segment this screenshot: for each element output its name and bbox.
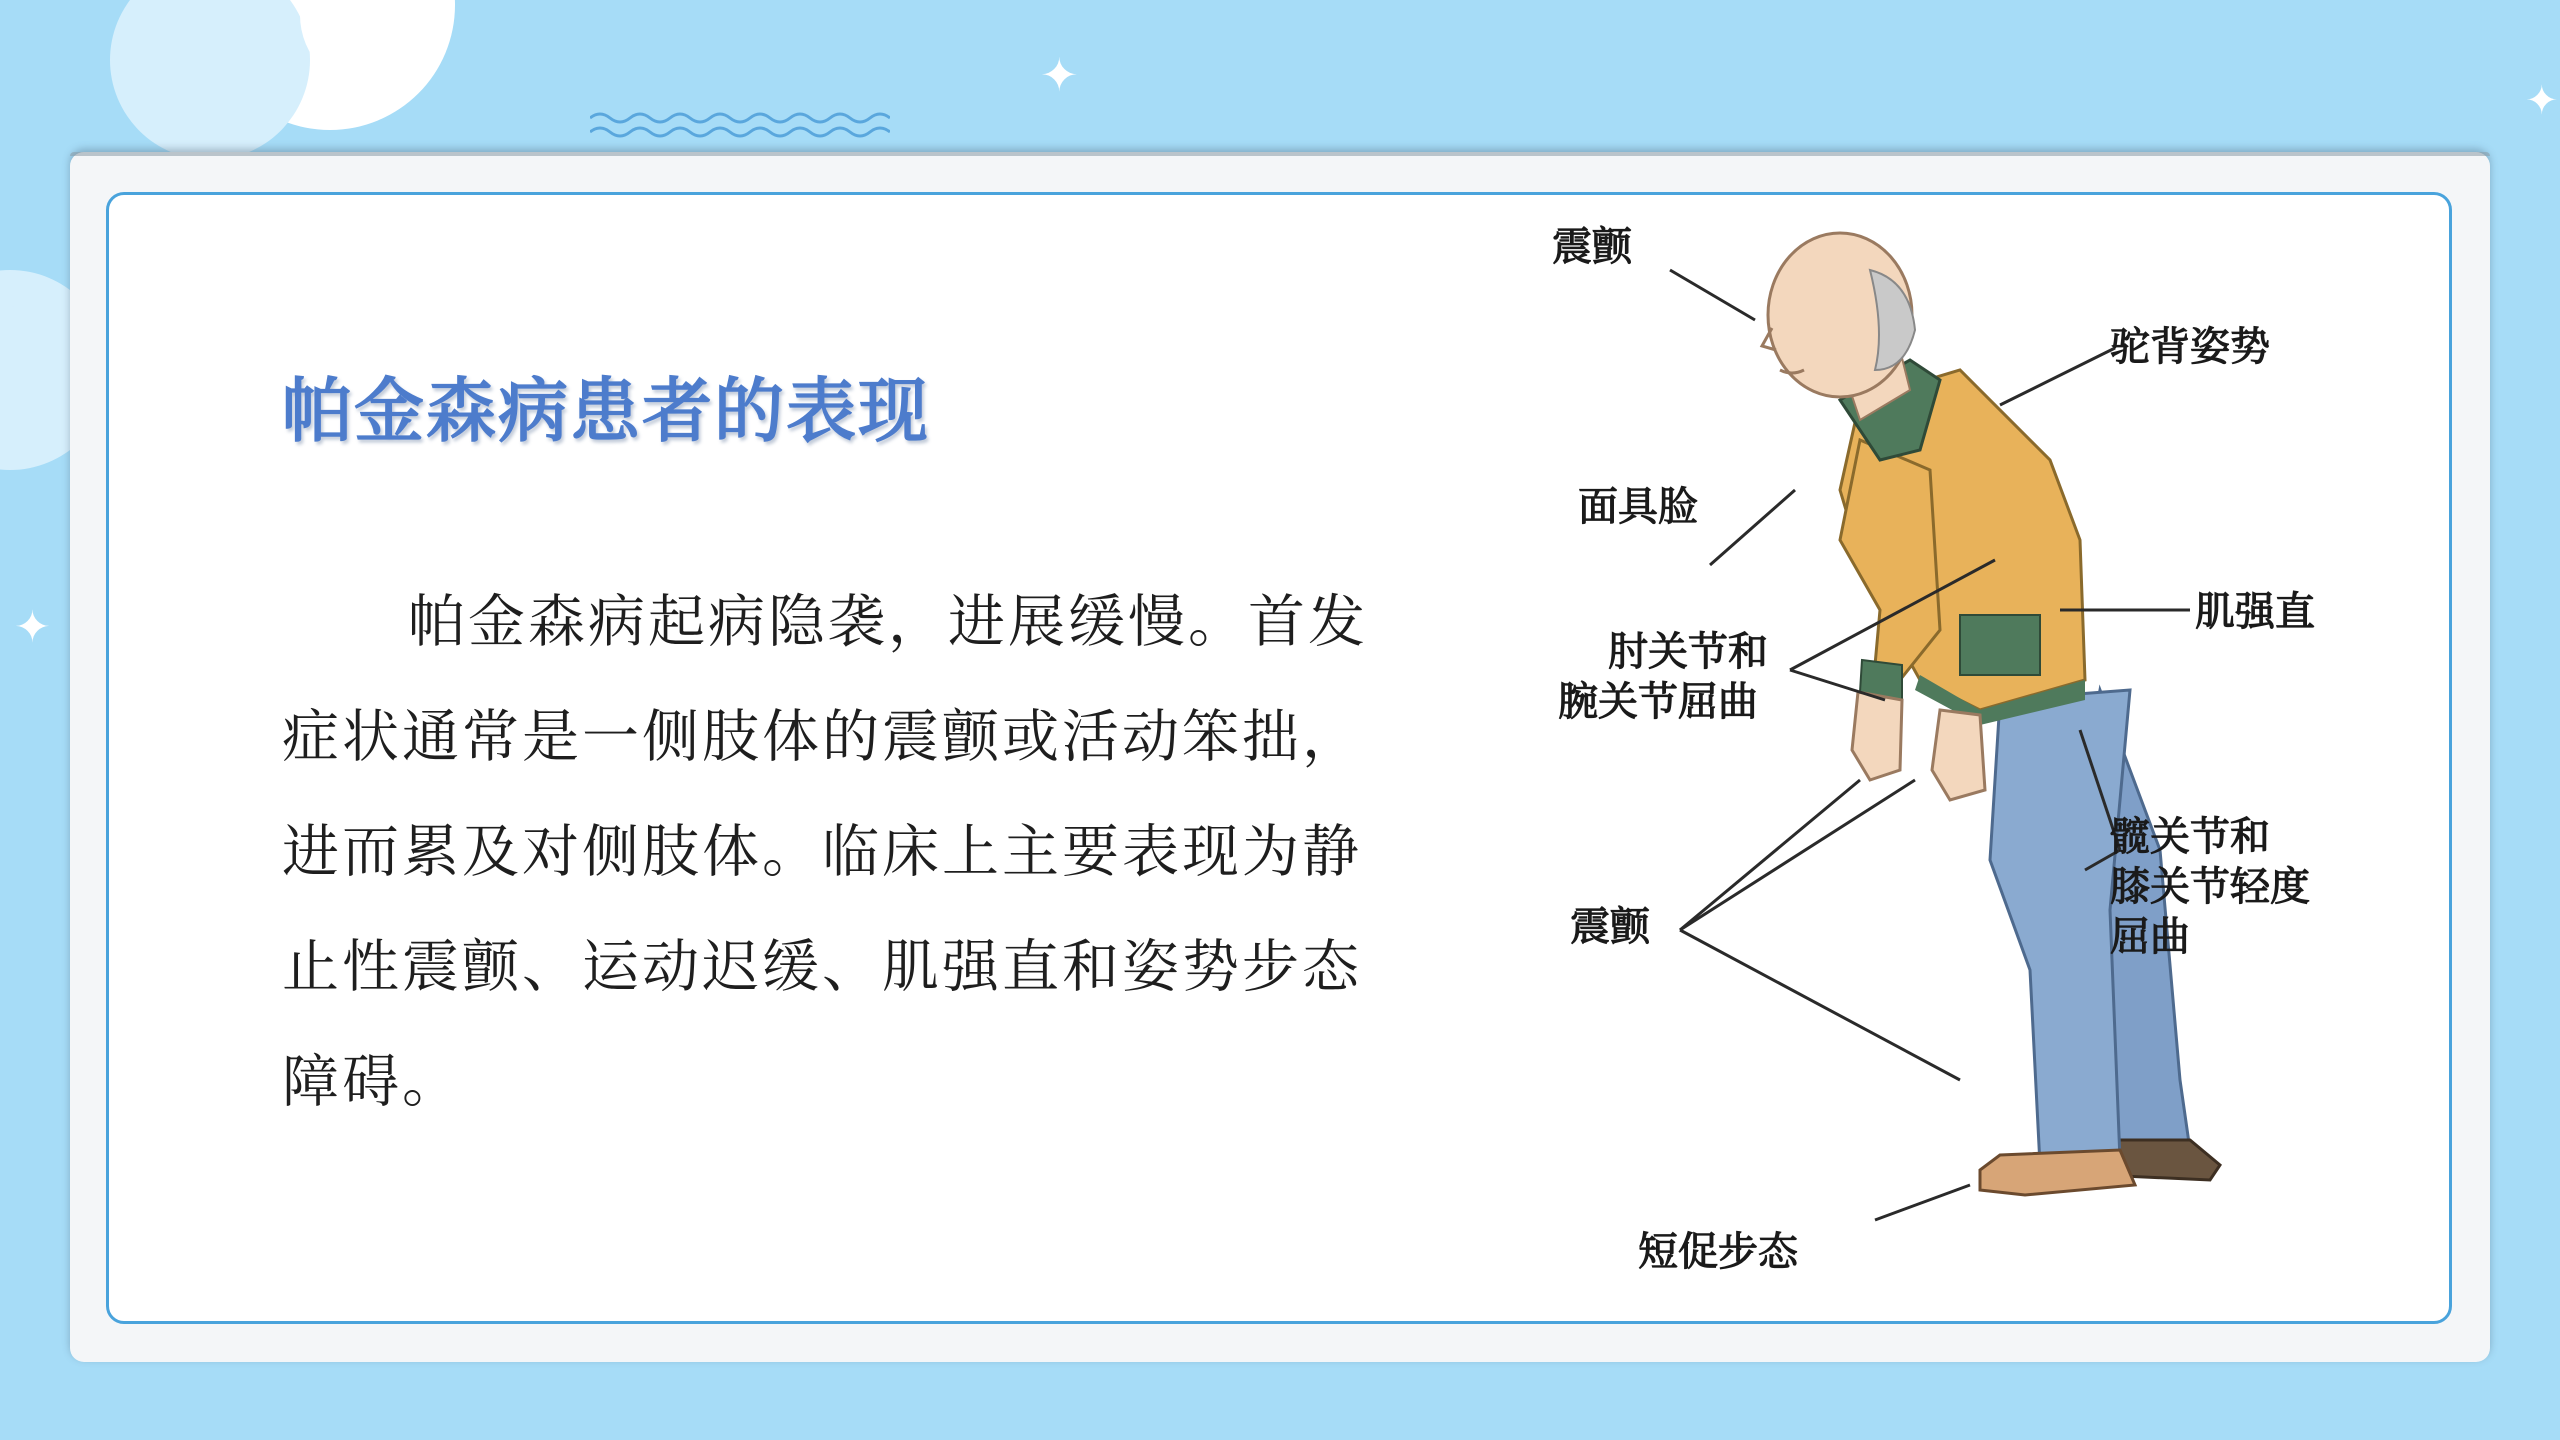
sparkle-icon: ✦: [14, 602, 51, 653]
parkinson-patient-illustration: [1540, 210, 2360, 1300]
label-tremor-limbs: 震颤: [1570, 903, 1650, 950]
label-elbow-wrist-1: 肘关节和: [1608, 628, 1768, 675]
label-rigidity: 肌强直: [2195, 588, 2315, 635]
sparkle-icon: ✦: [2525, 78, 2559, 124]
sparkle-icon: ✦: [1040, 48, 1079, 102]
slide-body-text: 帕金森病起病隐袭，进展缓慢。首发症状通常是一侧肢体的震颤或活动笨拙，进而累及对侧肢体。临床上主要表现为静止性震颤、运动迟缓、肌强直和姿势步态障碍。: [282, 589, 1368, 1115]
panel-top-edge: [70, 152, 2490, 156]
label-hunched-posture: 驼背姿势: [2110, 323, 2270, 370]
label-mask-face: 面具脸: [1578, 483, 1698, 530]
label-hip-knee-3: 屈曲: [2110, 913, 2190, 960]
slide-title: 帕金森病患者的表现: [282, 369, 930, 452]
label-tremor-head: 震颤: [1552, 223, 1632, 270]
label-elbow-wrist-2: 腕关节屈曲: [1558, 678, 1758, 725]
patient-figure: [1762, 233, 2220, 1195]
label-short-steps: 短促步态: [1638, 1228, 1798, 1275]
wave-decoration: [590, 108, 890, 148]
label-hip-knee-1: 髋关节和: [2110, 813, 2270, 860]
label-hip-knee-2: 膝关节轻度: [2110, 863, 2310, 910]
